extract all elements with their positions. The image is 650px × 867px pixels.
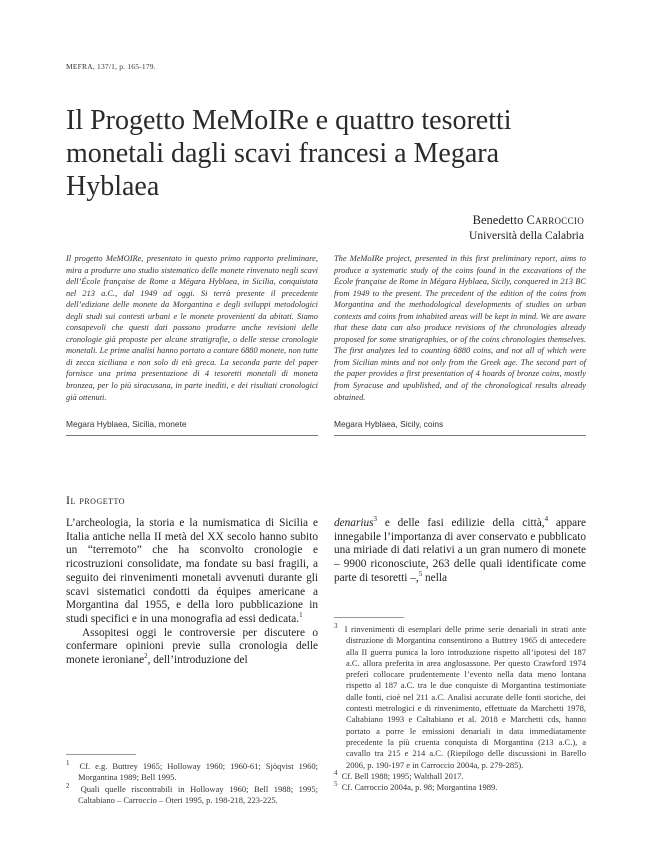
abstract-italian: Il progetto MeMOIRe, presentato in questo primo rapporto preliminare, mira a produrre uno studio sistematico delle monete rinvenuto negli scavi dell’École française de Rome a Mégara Hyblaea, in Sicilia, conquistata nel 213 a.C., dal 1949 ad oggi. Si terrà presente il precedente dell’edizione delle monete da Morgantina e degli sviluppi metodologici degli studi sui contesti urbani e le monete provenienti da abitati. Siamo consapevoli che questi dati possono produrre anche revisioni delle cronologie già proposte per alcune stratigrafie, o delle stesse cronologie monetali. Le prime analisi hanno portato a contare 6880 monete, non tutte di zecca siciliana e non solo di età greca. La seconda parte del paper fornisce una prima presentazione di 4 tesoretti monetali di moneta bronzea, per lo più siracusana, in parte inediti, e dei risultati cronologici già ottenuti.	[66, 254, 318, 402]
body-paragraph: Assopitesi oggi le controversie per discutere o confermare opinioni previe sulla cronologia delle monete ieroniane$^2$, dell’introduzione del	[66, 626, 318, 667]
footnote-ref: 4	[544, 515, 549, 524]
footnotes-left	[66, 761, 318, 806]
footnote-divider-right	[334, 617, 404, 618]
article-title: Il Progetto MeMoIRe e quattro tesoretti monetali dagli scavi francesi a Megara Hyblaea	[66, 105, 512, 202]
body-column-left	[66, 517, 318, 668]
footnote: $^2$ Quali quelle riscontrabili in Holloway 1960; Bell 1988; 1995; Caltabiano – Carroccio – Oteri 1995, p. 198-218, 223-225.	[66, 781, 318, 805]
footnotes-right	[334, 624, 586, 793]
footnote-divider-left	[66, 754, 136, 755]
author-name	[469, 212, 584, 228]
abstract-divider-left	[66, 435, 318, 436]
footnote-ref: 2	[144, 652, 148, 661]
footnote: $^5$ Cf. Carroccio 2004a, p. 98; Morgantina 1989.	[334, 780, 498, 793]
author-last-name: Carroccio	[526, 213, 584, 227]
footnote: $^1$ Cf. e.g. Buttrey 1965; Holloway 1960; 1960-61; Sjöqvist 1960; Morgantina 1989; Bell 1995.	[66, 759, 318, 783]
footnote: $^4$ Cf. Bell 1988; 1995; Walthall 2017.	[334, 769, 464, 781]
abstract-divider-right	[334, 435, 586, 436]
footnote-ref: 1	[299, 611, 303, 620]
author-block	[469, 212, 584, 244]
footnote-ref: 3	[373, 515, 378, 524]
author-affiliation: Università della Calabria	[469, 230, 584, 242]
author-first-name: Benedetto	[472, 213, 524, 227]
abstract-english: The MeMoIRe project, presented in this first preliminary report, aims to produce a systematic study of the coins found in the excavations of the École française de Rome in Mégara Hyblaea, Sicily, conquered in 213 BC from 1949 to the present. The precedent of the edition of the coins from Morgantina and the methodological developments of studies on urban contexts and coins from inhabited areas will be kept in mind. We are aware that these data can also produce revisions of the chronologies already proposed for some stratigraphies, or of the coins chronologies themselves. The first analyzes led to counting 6880 coins, and not all of which were from Sicilian mints and not only from the Greek age. The second part of the paper provides a first presentation of 4 hoards of bronze coins, mostly from Syracuse and upublished, and of the chronological results already obtained.	[334, 254, 586, 402]
footnote-ref: 5	[418, 570, 423, 579]
running-header: MEFRA, 137/1, p. 165-179.	[66, 62, 156, 71]
body-paragraph: denarius$^3$ e delle fasi edilizie della città,$^4$ appare innegabile l’importanza di aver conservato e pubblicato una miriade di dati relativi a un gran numero di monete – 9900 riconosciute, 263 delle quali identificate come parte di tesoretti –,$^5$ nella	[334, 515, 586, 584]
section-heading: Il progetto	[66, 493, 126, 507]
keywords-english: Megara Hyblaea, Sicily, coins	[334, 419, 444, 429]
body-paragraph: L’archeologia, la storia e la numismatica di Sicilia e Italia antiche nella II metà del XX secolo hanno subito un “terremoto” che ha sconvolto cronologie e ricostruzioni consolidate, ma fondate su basi fragili, a seguito dei rinvenimenti monetali avvenuti durante gli scavi sistematici condotti da équipes americane a Morgantina dal 1955, e della loro pubblicazione in studi specifici e in una monografia ad essi dedicata.$^1$	[66, 517, 318, 625]
body-column-right	[334, 517, 586, 586]
keywords-italian: Megara Hyblaea, Sicilia, monete	[66, 419, 187, 429]
footnote: $^3$ I rinvenimenti di esemplari delle prime serie denariali in strati ante distruzione di Morgantina consentirono a Buttrey 1965 di antecedere alla II guerra punica la loro introduzione rispetto all’ipotesi del 187 a.C. allora preferita in area anglosassone. Per questo Crawford 1974 preferì collocare prudentemente l’evento nella data meno lontana rispetto al 187 a.C. tra le due conquiste di Morgantina testimoniate dalle fonti, cioè nel 211 a.C. Analisi accurate delle fonti storiche, dei contesti metrologici e di rinvenimento, effettuate da Marchetti 1978, Caltabiano 1993 e Caltabiano et al. 2018 e Marchetti cds, hanno portato a porre le emissioni denariali in data immediatamente precedente la più cruenta conquista di Morgantina (213 a.C.), a cavallo tra 215 e 214 a.C. (Riepilogo delle discussioni in Barello 2006, p. 190-197 e in Carroccio 2004a, p. 279-285).	[334, 622, 587, 770]
